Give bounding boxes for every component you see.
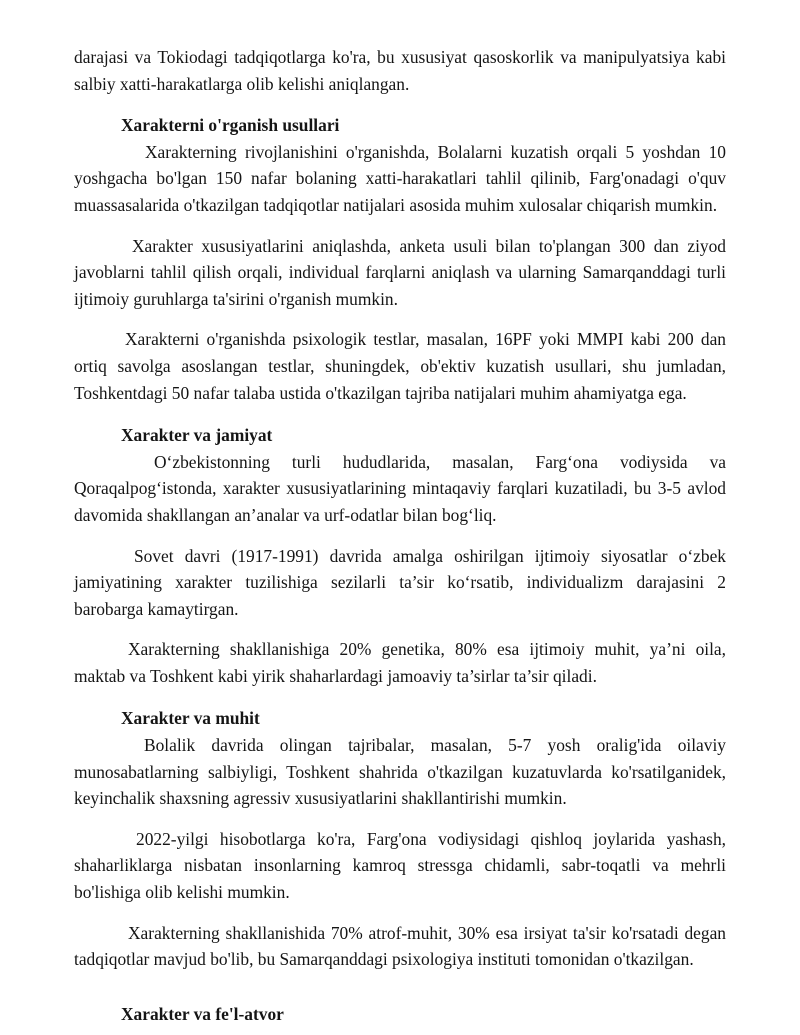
paragraph: Xarakterning shakllanishida 70% atrof-muhit, 30% esa irsiyat ta'sir ko'rsatadi degan tadqiqotlar mavjud bo'lib, bu Samarqanddagi psixologiya instituti tomonidan o'tkazilgan. (74, 922, 726, 970)
paragraph: Sovet davri (1917-1991) davrida amalga oshirilgan ijtimoiy siyosatlar o‘zbek jamiyatining xarakter tuzilishiga sezilarli ta’sir ko‘rsatib, individualizm darajasini 2 barobarga kamaytirgan. (74, 545, 726, 619)
section-environment (74, 705, 726, 972)
paragraph: O‘zbekistonning turli hududlarida, masalan, Farg‘ona vodiysida va Qoraqalpog‘istonda, xarakter xususiyatlarining mintaqaviy farqlari kuzatiladi, bu 3-5 avlod davomida shakllangan an’analar va urf-odatlar bilan bog‘liq. (74, 451, 726, 525)
paragraph: Xarakterning shakllanishiga 20% genetika, 80% esa ijtimoiy muhit, ya’ni oila, maktab va Toshkent kabi yirik shaharlardagi jamoaviy ta’sirlar ta’sir qiladi. (74, 639, 726, 686)
section-heading: Xarakter va muhit (121, 708, 260, 729)
section-society (74, 422, 726, 689)
paragraph: Xarakterni o'rganishda psixologik testlar, masalan, 16PF yoki MMPI kabi 200 dan ortiq savolga asoslangan testlar, shuningdek, ob'ektiv kuzatish usullari, shu jumladan, Toshkentdagi 50 nafar talaba ustida o'tkazilgan tajriba natijalari muhim ahamiyatga ega. (74, 329, 726, 403)
section-heading: Xarakter va jamiyat (121, 425, 273, 446)
paragraph: Bolalik davrida olingan tajribalar, masalan, 5-7 yosh oralig'ida oilaviy munosabatlarning salbiyligi, Toshkent shahrida o'tkazilgan kuzatuvlarda ko'rsatilganidek, keyinchalik shaxsning agressiv xususiyatlarini shakllantirishi mumkin. (74, 735, 726, 809)
intro-paragraph: darajasi va Tokiodagi tadqiqotlarga ko'ra, bu xususiyat qasoskorlik va manipulyatsiya kabi salbiy xatti-harakatlarga olib kelishi aniqlangan. (74, 47, 726, 94)
paragraph: Xarakter xususiyatlarini aniqlashda, anketa usuli bilan to'plangan 300 dan ziyod javoblarni tahlil qilish orqali, individual farqlarni aniqlash va ularning Samarqanddagi turli ijtimoiy guruhlarga ta'sirini o'rganish mumkin. (74, 235, 726, 309)
section-heading: Xarakter va fe'l-atvor (121, 1003, 284, 1024)
section-temperament (74, 1001, 726, 1028)
section-heading: Xarakterni o'rganish usullari (121, 115, 340, 136)
paragraph: 2022-yilgi hisobotlarga ko'ra, Farg'ona vodiysidagi qishloq joylarida yashash, shaharliklarga nisbatan insonlarning kamroq stressga chidamli, sabr-toqatli va mehrli bo'lishiga olib kelishi mumkin. (74, 828, 726, 903)
paragraph: Xarakterning rivojlanishini o'rganishda, Bolalarni kuzatish orqali 5 yoshdan 10 yoshgacha bo'lgan 150 nafar bolaning xatti-harakatlari tahlil qilinib, Farg'onadagi o'quv muassasalarida o'tkazilgan tadqiqotlar natijalari asosida muhim xulosalar chiqarish mumkin. (74, 141, 726, 215)
section-methods (74, 112, 726, 406)
document-page (74, 44, 726, 1027)
